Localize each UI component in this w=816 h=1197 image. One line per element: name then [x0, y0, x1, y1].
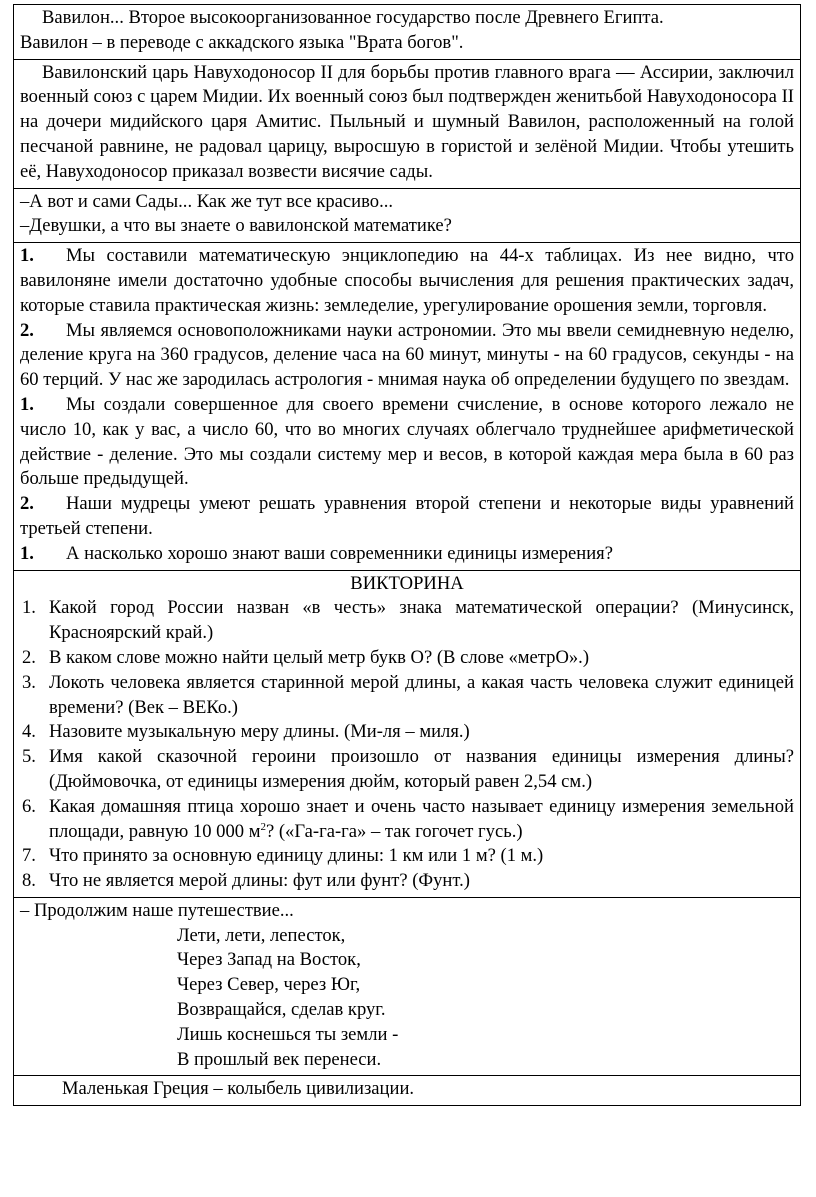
quiz-item-text: Назовите музыкальную меру длины. (Ми-ля – миля.)	[49, 721, 470, 743]
poem-line: Через Запад на Восток,	[177, 949, 361, 971]
quiz-section	[13, 571, 801, 898]
quiz-item	[20, 596, 794, 646]
poem-line: Через Север, через Юг,	[177, 974, 361, 996]
answer-text: А насколько хорошо знают ваши современники единицы измерения?	[66, 542, 613, 564]
quiz-item	[20, 671, 794, 721]
quiz-item	[20, 844, 794, 869]
answer-number: 2.	[20, 493, 34, 515]
quiz-item-text	[49, 795, 794, 845]
dialog-line-1: –А вот и сами Сады... Как же тут все красиво...	[20, 190, 394, 212]
quiz-item	[20, 869, 794, 894]
quiz-item-text-part: ? («Га-га-га» – так гогочет гусь.)	[265, 820, 523, 842]
dialog-section	[13, 189, 801, 244]
babylon-line-2: Вавилон – в переводе с аккадского языка "Врата богов".	[20, 31, 464, 53]
quiz-item-number: 5.	[22, 746, 36, 768]
answer-text: Мы являемся основоположниками науки астрономии. Это мы ввели семидневную неделю, деление круга на 360 градусов, деление часа на 60 минут, минуты - на 60 градусов, секунды - на 60 терций. У нас же зародилась астрология - мнимая наука об определении будущего по звездам.	[20, 319, 794, 391]
answer-item	[20, 492, 794, 542]
answer-number: 2.	[20, 319, 34, 341]
quiz-item-text: В каком слове можно найти целый метр букв О? (В слове «метрО».)	[49, 646, 590, 668]
quiz-item-text: Имя какой сказочной героини произошло от названия единицы измерения длины? (Дюймовочка, от единицы измерения дюйм, который равен 2,54 см.)	[49, 746, 794, 792]
answers-section	[13, 243, 801, 570]
quiz-item	[20, 646, 794, 671]
quiz-item-text: Что не является мерой длины: фут или фунт? (Фунт.)	[49, 870, 470, 892]
quiz-item	[20, 795, 794, 845]
answer-number: 1.	[20, 542, 34, 564]
quiz-item	[20, 720, 794, 745]
answer-item	[20, 393, 794, 492]
poem	[20, 924, 794, 1073]
journey-section	[13, 898, 801, 1077]
babylon-section	[13, 4, 801, 60]
quiz-item-text: Что принято за основную единицу длины: 1 км или 1 м? (1 м.)	[49, 845, 544, 867]
story-paragraph: Вавилонский царь Навуходоносор II для борьбы против главного врага — Ассирии, заключил военный союз с царем Мидии. Их военный союз был подтвержден женитьбой Навуходоносора II на дочери мидийского царя Амитис. Пыльный и шумный Вавилон, расположенный на голой песчаной равнине, не радовал царицу, выросшую в гористой и зелёной Мидии. Чтобы утешить её, Навуходоносор приказал возвести висячие сады.	[20, 61, 794, 182]
document-page	[13, 4, 801, 1106]
quiz-title: ВИКТОРИНА	[350, 572, 464, 594]
greece-line: Маленькая Греция – колыбель цивилизации.	[62, 1078, 415, 1100]
answer-text: Мы составили математическую энциклопедию на 44-х таблицах. Из нее видно, что вавилоняне имели достаточно удобные способы вычисления для решения практических задач, которые ставила практическая жизнь: земледелие, урегулирование орошения земли, торговля.	[20, 245, 794, 316]
answer-item	[20, 319, 794, 393]
babylon-line-1: Вавилон... Второе высокоорганизованное государство после Древнего Египта.	[42, 7, 664, 28]
answer-number: 1.	[20, 245, 34, 267]
poem-line: Возвращайся, сделав круг.	[177, 999, 386, 1021]
greece-section	[13, 1076, 801, 1106]
quiz-item-number: 1.	[22, 597, 36, 619]
quiz-item-text-part: Какая домашняя птица хорошо знает и очень часто называет единицу измерения земельной площади, равную 10 000 м	[49, 795, 794, 842]
poem-line: Лишь коснешься ты земли -	[177, 1023, 399, 1045]
quiz-item-number: 6.	[22, 795, 36, 817]
answer-item	[20, 542, 794, 567]
answer-item	[20, 244, 794, 318]
answer-text: Наши мудрецы умеют решать уравнения второй степени и некоторые виды уравнений третьей степени.	[20, 493, 794, 539]
dialog-line-2: –Девушки, а что вы знаете о вавилонской математике?	[20, 215, 452, 237]
journey-intro: – Продолжим наше путешествие...	[20, 899, 294, 921]
quiz-item-number: 8.	[22, 870, 36, 892]
quiz-item-text: Какой город России назван «в честь» знака математической операции? (Минусинск, Красноярский край.)	[49, 597, 794, 644]
quiz-item-number: 7.	[22, 845, 36, 867]
quiz-item-number: 3.	[22, 671, 36, 693]
superscript: 2	[260, 820, 266, 833]
poem-line: В прошлый век перенеси.	[177, 1048, 382, 1070]
answer-text: Мы создали совершенное для своего времени счисление, в основе которого лежало не число 10, как у вас, а число 60, что во многих случаях облегчало труднейшее арифметической действие - деление. Это мы создали систему мер и весов, в которой каждая мера была в 60 раз больше предыдущей.	[20, 393, 794, 490]
quiz-item-text: Локоть человека является старинной мерой длины, а какая часть человека служит единицей времени? (Век – ВЕКо.)	[49, 671, 794, 718]
answer-number: 1.	[20, 393, 34, 415]
quiz-item	[20, 745, 794, 795]
story-section	[13, 60, 801, 189]
quiz-item-number: 4.	[22, 721, 36, 743]
poem-line: Лети, лети, лепесток,	[177, 924, 346, 946]
quiz-item-number: 2.	[22, 646, 36, 668]
